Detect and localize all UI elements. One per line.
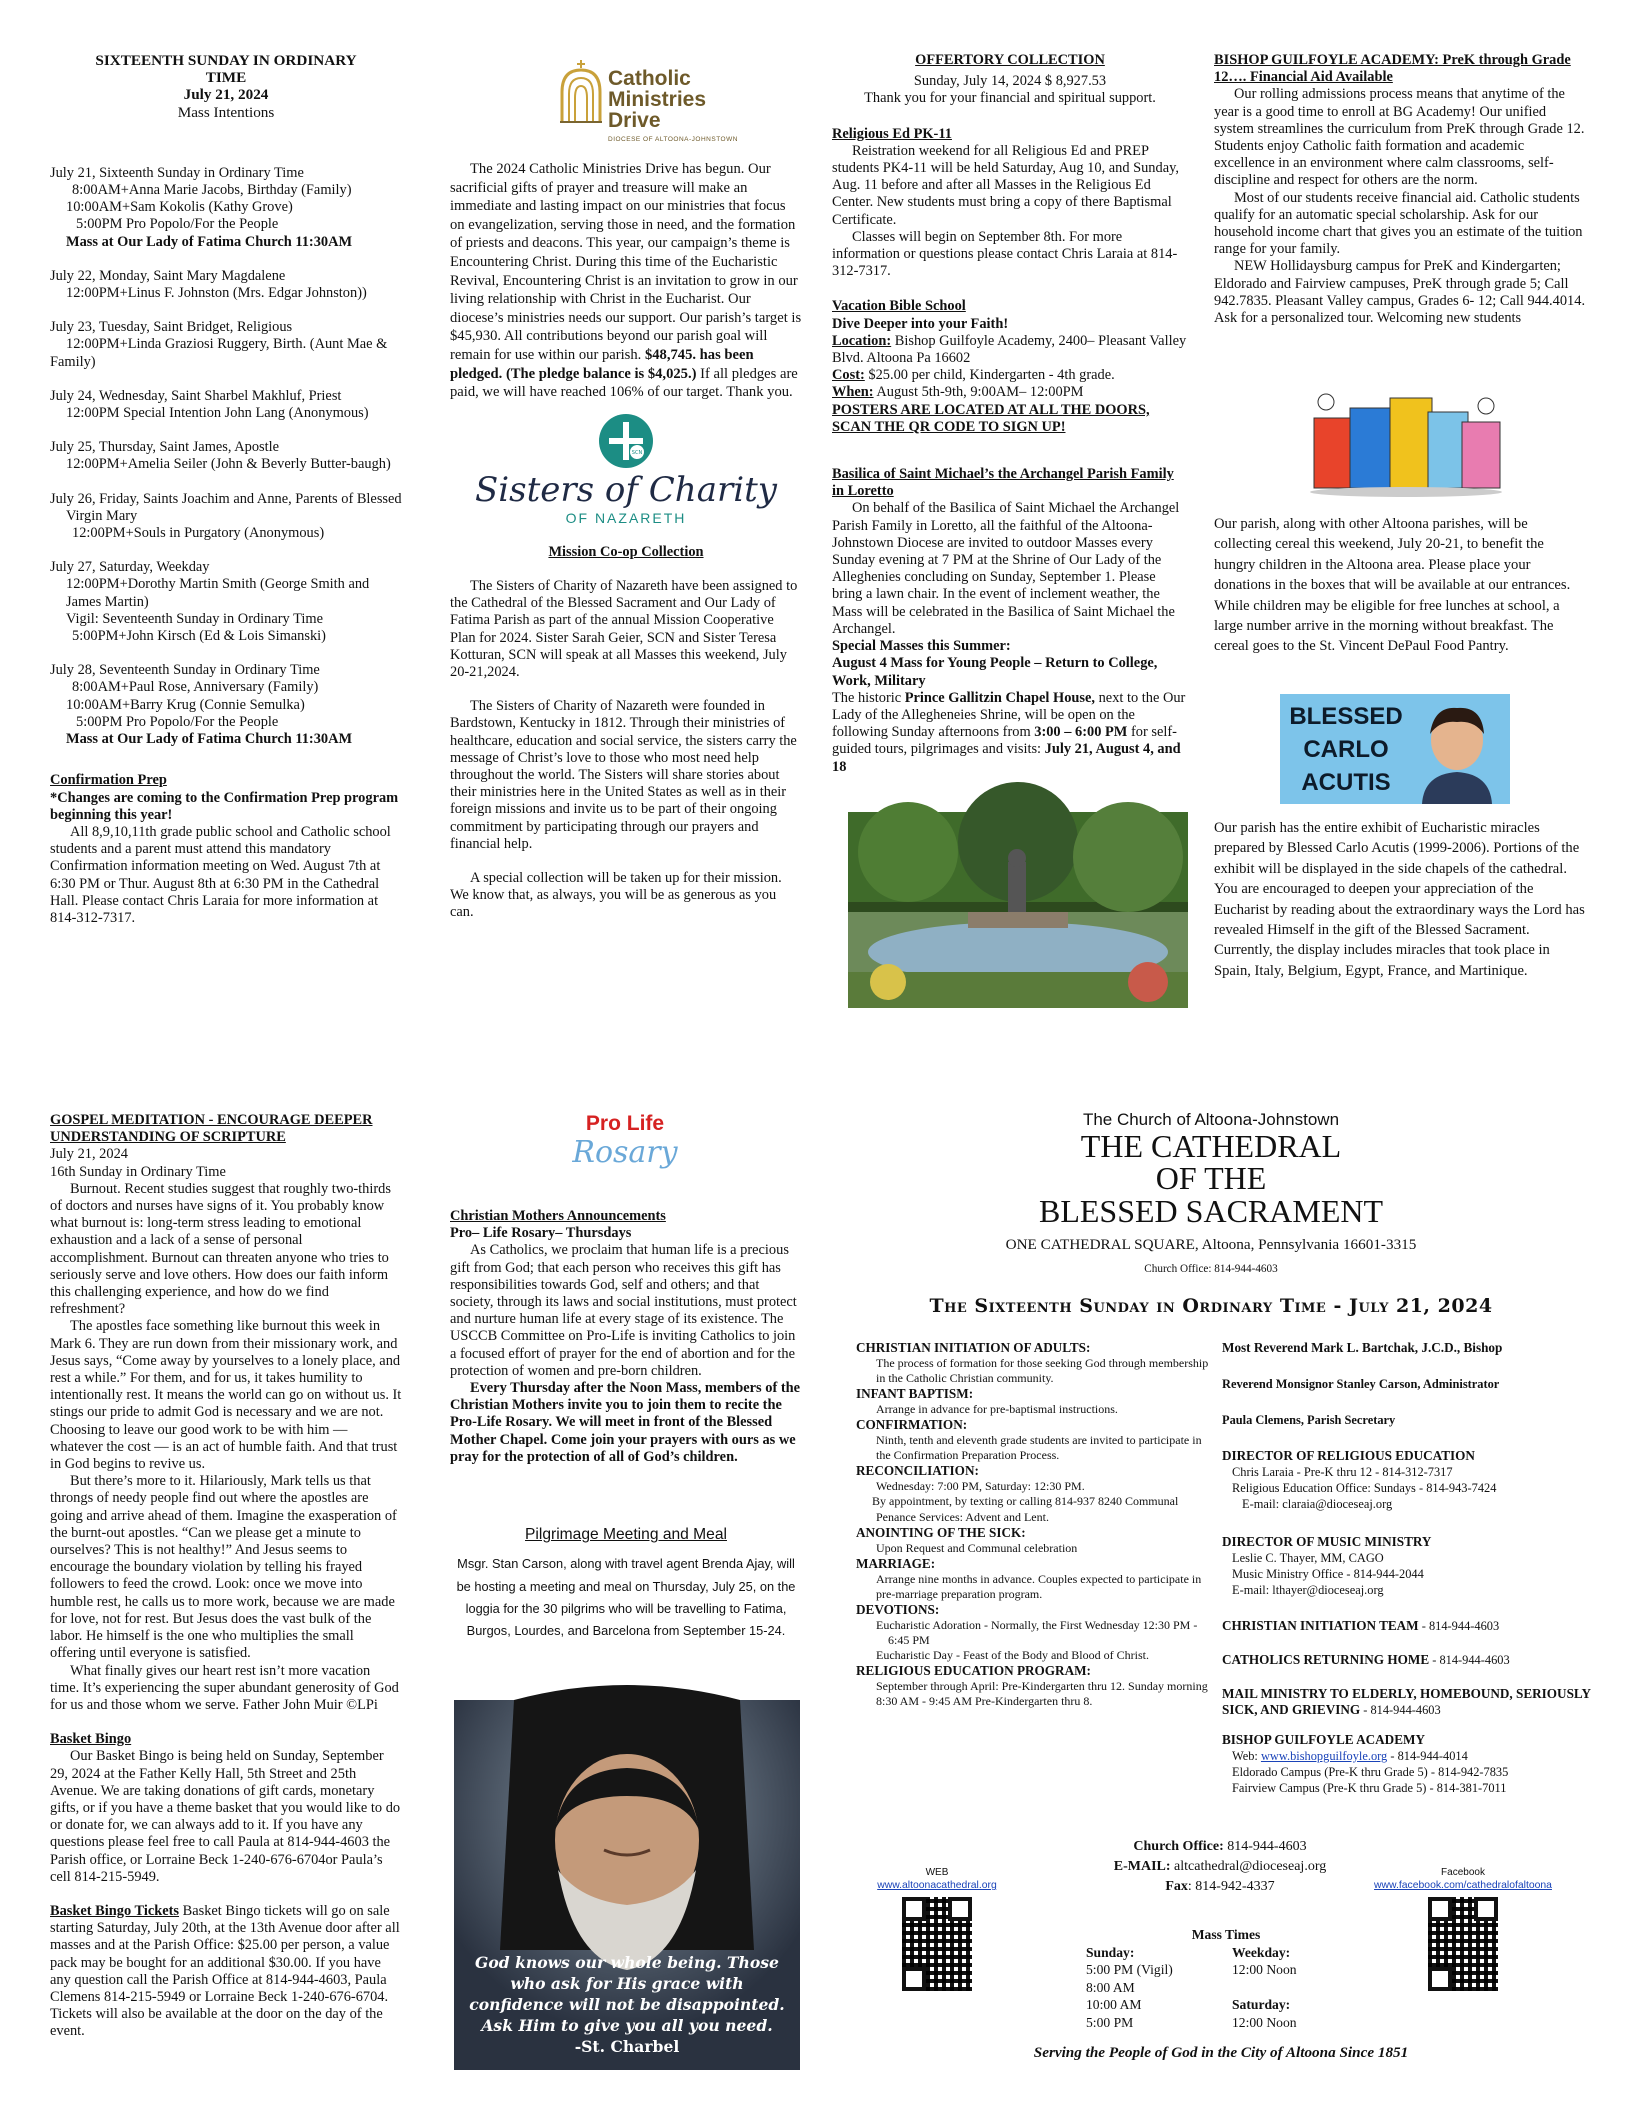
religious-ed-p2: Classes will begin on September 8th. For more information or questions please contact Chris Laraia at 814-312-7317. [832,228,1178,280]
bingo-heading: Basket Bingo [50,1731,132,1748]
contact-email-label: E-MAIL: [1113,1859,1171,1874]
cmd-logo [554,52,802,143]
sacrament-label: RECONCILIATION: [856,1463,979,1479]
bingo-tickets-heading: Basket Bingo Tickets [50,1902,180,1919]
crh-line [1222,1652,1592,1668]
vbs-when [832,384,1188,401]
bga-web-phone: - 814-944-4014 [1387,1749,1468,1763]
gospel-column [50,1112,402,2072]
intention-day-title: July 25, Thursday, Saint James, Apostle [50,439,280,456]
secretary-line: Paula Clemens, Parish Secretary [1222,1413,1396,1427]
gospel-p4: What finally gives our heart rest isn’t more vacation time. It’s experiencing the super abundant generosity of God for us and those whom we serve. Father John Muir ©LPi [50,1662,399,1713]
sacrament-label: CHRISTIAN INITIATION OF ADULTS: [856,1340,1091,1355]
charbel-quote-line1: God knows our whole being. Those [475,1953,779,1972]
sacrament-detail: Wednesday: 7:00 PM, Saturday: 12:30 PM. [876,1479,1085,1494]
bga-p3: NEW Hollidaysburg campus for PreK and Kindergarten; Eldorado and Fairview campuses, PreK through grade 5; Call 942.7835. Pleasant Valley campus, Grades 6- 12; Call 944.4014. Ask for a personalized tour. Welcoming new students [1214,258,1586,327]
sacrament-detail: The process of formation for those seeking God through membership in the Catholic Christian community. [876,1355,1209,1385]
offertory-thanks: Thank you for your financial and spiritual support. [864,90,1156,107]
vbs-posters: POSTERS ARE LOCATED AT ALL THE DOORS, SCAN THE QR CODE TO SIGN UP! [832,401,1150,435]
vbs-when-label: When: [832,384,874,401]
saturday-time: 12:00 Noon [1232,2014,1297,2030]
mail-title: MAIL MINISTRY TO ELDERLY, HOMEBOUND, SERIOUSLY SICK, AND GRIEVING [1222,1686,1591,1717]
carlo-p1: Our parish has the entire exhibit of Eucharistic miracles prepared by Blessed Carlo Acutis (1999-2006). Portions of the exhibit will be displayed in the side chapels of the cathedral. You are encouraged to deepen your appreciation of the Eucharist by reading about the extraordinary ways the Lord has revealed Himself in the gift of the Blessed Sacrament. [1214,820,1585,939]
mission-coop-heading: Mission Co-op Collection [548,543,704,560]
basilica-p2-c: next to the Our Lady of the Allegheneies Shrine, will be open on the following Sunday afternoons from [832,689,1186,741]
masthead [840,1110,1582,1316]
intention-day-title: July 23, Tuesday, Saint Bridget, Religious [50,319,293,336]
sacrament-detail: Arrange in advance for pre-baptismal instructions. [876,1402,1118,1416]
facebook-qr-block [1358,1866,1568,1991]
bingo-body: Our Basket Bingo is being held on Sunday, September 29, 2024 at the Father Kelly Hall, 5th Street and 25th Avenue. We are taking donations of gift cards, monetary gifts, or if you have a theme basket that you would like to do or donate for, we can always add to it. If you have any questions please feel free to call Paula at 814-944-4603 the Parish office, or Lorraine Beck 1-240-676-6704or Paula’s cell 814-215-5949. [50,1748,401,1885]
gospel-heading: GOSPEL MEDITATION - ENCOURAGE DEEPER UNDERSTANDING OF SCRIPTURE [50,1112,373,1146]
facebook-qr-corner [1428,1967,1452,1991]
prolife-rosary-logo [560,1112,690,1170]
intention-day-title: July 27, Saturday, Weekday [50,559,210,576]
cmd-tail: If all pledges are paid, we will have reached 106% of our target. Thank you. [450,365,798,401]
cmd-logo-sub: DIOCESE OF ALTOONA-JOHNSTOWN [608,136,738,143]
basilica-p2-e: for self-guided tours, pilgrimages and visits: [832,724,1177,758]
charbel-quote-line4: Ask Him to give you all you need. [481,2016,773,2035]
carlo-text-column [1214,818,1586,1018]
gospel-sub: 16th Sunday in Ordinary Time [50,1163,226,1180]
sunday-time: 5:00 PM (Vigil) [1086,1962,1173,1978]
sisters-p2: The Sisters of Charity of Nazareth were founded in Bardstown, Kentucky in 1812. Through their ministries of healthcare, education and social service, the sisters carry the message of Christ’s love to those who most need help throughout the world. The Sisters will share stories about their ministries here in the United States as well as in their foreign missions and invite us to be part of their ongoing commitment by participating through our prayers and financial help. [450,698,797,852]
sacrament-detail: September through April: Pre-Kindergarten thru 12. Sunday morning 8:30 AM - 9:45 AM Pre-Kindergarten thru 8. [876,1679,1208,1709]
christian-mothers-heading: Christian Mothers Announcements [450,1208,666,1224]
religious-ed-p1: Reistration weekend for all Religious Ed and PREP students PK4-11 will be held Saturday, Aug 10, and Sunday, Aug. 11 before and after all Masses in the Religious Ed Center. New students must bring a copy of there Baptismal Certificate. [832,142,1179,228]
sacrament-detail: Upon Request and Communal celebration [876,1540,1078,1555]
vbs-heading: Vacation Bible School [832,298,966,315]
offertory-amount: Sunday, July 14, 2024 $ 8,927.53 [913,73,1107,90]
facebook-link[interactable]: www.facebook.com/cathedralofaltoona [1374,1880,1552,1891]
cmd-body-text: The 2024 Catholic Ministries Drive has begun. Our sacrificial gifts of prayer and treasure will make an immediate and lasting impact on our ministries that focus on evangelization, serving those in need, and the formation of priests and deacons. This year, our campaign’s theme is Encountering Christ. During this time of the Eucharistic Revival, Encountering Christ is an invitation to grow in our living relationship with Christ in the Eucharist. Our diocese’s ministries needs our support. Our parish’s target is $45,930. All contributions beyond our parish goal will remain for use within our parish. [450,161,802,363]
shrine-garden-photo [848,812,1188,1008]
web-qr-block [862,1866,1012,1991]
pilgrimage-heading: Pilgrimage Meeting and Meal [525,1526,727,1543]
dmm-line: Leslie C. Thayer, MM, CAGO [1232,1551,1384,1565]
carlo-portrait [1412,700,1502,804]
charbel-quote-line3: confidence will not be disappointed. [469,1995,785,2014]
sacrament-label: RELIGIOUS EDUCATION PROGRAM: [856,1663,1091,1679]
sacrament-detail: Arrange nine months in advance. Couples expected to participate in pre-marriage preparation program. [876,1571,1202,1601]
prolife-p2: Every Thursday after the Noon Mass, members of the Christian Mothers invite you to join them to recite the Pro-Life Rosary. We will meet in front of the Blessed Mother Chapel. Come join your prayers with ours as we pray for the protection of all of God’s children. [450,1380,801,1465]
basilica-special: Special Masses this Summer: [832,638,1011,655]
intention-day [50,439,402,473]
intention-line: 12:00PM+Dorothy Martin Smith (George Smith and James Martin) [66,576,370,610]
intention-day-title: July 24, Wednesday, Saint Sharbel Makhluf, Priest [50,387,342,404]
facebook-qr-pattern [1428,1897,1498,1991]
basilica-hours: 3:00 – 6:00 PM [1034,724,1128,741]
gospel-p3: But there’s more to it. Hilariously, Mark tells us that throngs of needy people find out where the apostles are going and arrive ahead of them. Imagine the exasperation of the burnt-out apostles. “Can we please get a minute to ourselves? This is not healthy!” And Jesus seems to encourage the boundary violation by telling his frayed followers to feed the crowd. Look: once we move into humble rest, he calls us to more work, because we are made for love, not for rest. But Jesus does the vast bulk of the labor. He himself is the one who multiplies the small offering until everyone is satisfied. [50,1473,397,1662]
contact-fax-value: : 814-942-4337 [1187,1879,1275,1894]
mass-intentions-title-2: TIME [205,69,247,87]
facebook-qr-code[interactable] [1428,1897,1498,1991]
dmm-title: DIRECTOR OF MUSIC MINISTRY [1222,1534,1432,1549]
cereal-text-column [1214,514,1586,674]
dre-email: E-mail: claraia@dioceseaj.org [1242,1497,1393,1511]
confirmation-body: All 8,9,10,11th grade public school and Catholic school students and a parent must attend this mandatory Confirmation information meeting on Wed. August 7th at 6:30 PM or Thur. August 8th at 6:30 PM in the Cathedral Hall. Please contact Chris Laraia for more information at 814-312-7317. [50,823,391,926]
intention-line: 12:00PM+Linus F. Johnston (Mrs. Edgar Johnston)) [66,285,367,302]
intention-line: 12:00PM+Amelia Seiler (John & Beverly Butter-baugh) [66,456,391,473]
intention-bold-line: Mass at Our Lady of Fatima Church 11:30AM [66,233,353,250]
gospel-date: July 21, 2024 [50,1146,128,1163]
vbs-tagline: Dive Deeper into your Faith! [832,315,1009,332]
cereal-boxes-illustration [1306,388,1506,498]
dre-line: Religious Education Office: Sundays - 814-943-7424 [1232,1481,1497,1495]
intention-line: 10:00AM+Barry Krug (Connie Semulka) [66,696,305,713]
intention-day-title: July 21, Sixteenth Sunday in Ordinary Time [50,164,304,181]
cmd-logo-line2: Ministries [608,88,707,111]
intention-line: 8:00AM+Anna Marie Jacobs, Birthday (Family) [72,182,352,199]
staff-column [1222,1340,1592,1795]
basilica-p2 [832,690,1188,776]
contact-email [1040,1857,1400,1877]
contact-block [1040,1837,1400,1897]
sacrament-block [856,1417,1218,1463]
pilgrimage-body: Msgr. Stan Carson, along with travel agent Brenda Ajay, will be hosting a meeting and meal on Thursday, July 25, on the loggia for the 30 pilgrims who will be travelling to Fatima, Burgos, Lourdes, and Barcelona from September 15-24. [456,1556,796,1639]
gospel-p2: The apostles face something like burnout this week in Mark 6. They are run down from their missionary work, and Jesus says, “Come away by yourselves to a lonely place, and rest a while.” For them, and for us, it takes humility to intentionally rest. It means the world can go on without us. It stings our pride to admit God is necessary and we are not. Choosing to leave our good work to be with him — whatever the cost — is an act of humble faith. And that trust in God begins to revive us. [50,1318,402,1473]
confirmation-heading: Confirmation Prep [50,772,167,789]
weekday-time: 12:00 Noon [1232,1962,1297,1978]
bga-web-line [1222,1748,1592,1764]
intention-line: 12:00PM+Linda Graziosi Ruggery, Birth. (Aunt Mae & Family) [50,336,388,370]
intention-day [50,165,402,251]
cmd-column [450,52,802,1052]
bingo-tickets-body: Basket Bingo tickets will go on sale starting Saturday, July 20th, at the 13th Avenue door after all masses and at the Parish Office: $25.00 per person, a value pack may be bought for an additional $30.00. If you have any question call the Parish Office at 814-944-4603, Paula Clemens 814-215-5949 or Lorraine Beck 1-240-676-6704. Tickets will also be available at the door on the day of the event. [50,1902,400,2040]
intention-day [50,388,402,422]
sacrament-block [856,1556,1218,1602]
sacrament-label: CONFIRMATION: [856,1417,968,1433]
mass-intentions-column [50,52,402,1052]
intention-line: 12:00PM Special Intention John Lang (Anonymous) [66,405,369,422]
masthead-of-the: OF THE [1155,1160,1267,1196]
st-charbel-image [454,1700,800,2070]
sacrament-label: INFANT BAPTISM: [856,1386,974,1402]
basilica-p2-a: The historic [832,689,905,706]
cit-line [1222,1618,1592,1634]
bga-p1: Our rolling admissions process means that anytime of the year is a good time to enroll at BG Academy! Our unified system streamlines the curriculum from PreK through Grade 12. Students enjoy Catholic faith formation and academic excellence in an environment where calm classrooms, self-discipline and respect for others are the norm. [1214,86,1585,189]
sacrament-block [856,1663,1218,1709]
sacrament-label: ANOINTING OF THE SICK: [856,1524,1026,1540]
bga-p2: Most of our students receive financial aid. Catholic students qualify for an automatic special scholarship. Ask for our household income chart that gives you an estimate of the tuition range for your family. [1214,189,1583,258]
dmm-email: E-mail: lthayer@dioceseaj.org [1232,1583,1384,1597]
basilica-aug4: August 4 Mass for Young People – Return to College, Work, Military [832,655,1158,689]
intention-day [50,662,402,748]
cross-emblem-icon [597,412,655,470]
carlo-banner-line2: CARLO [1303,736,1389,763]
sisters-p1: The Sisters of Charity of Nazareth have been assigned to the Cathedral of the Blessed Sacrament and Our Lady of Fatima Parish as part of the annual Mission Cooperative Plan for 2024. Sister Sarah Geier, SCN and Sister Teresa Kotturan, SCN will speak at all Masses this weekend, July 20-21,2024. [450,577,798,680]
mail-phone: - 814-944-4603 [1360,1703,1441,1717]
intention-day [50,319,402,371]
mass-intentions-subtitle: Mass Intentions [177,103,275,121]
scn-badge-text: SCN [631,449,643,456]
carlo-banner-line3: ACUTIS [1301,769,1391,796]
vbs-cost-label: Cost: [832,367,865,384]
prolife-p1: As Catholics, we proclaim that human life is a precious gift from God; that each person who receives this gift has responsibilities towards God, self and others; and that society, through its laws and social institutions, must protect and nurture human life at every stage of its existence. The USCCB Committee on Pro-Life is inviting Catholics to join a focused effort of prayer for the end of abortion and for the protection of women and pre-born children. [450,1242,797,1379]
vbs-location-value: Bishop Guilfoyle Academy, 2400– Pleasant Valley Blvd. Altoona Pa 16602 [832,332,1187,367]
masthead-banner: The Sixteenth Sunday in Ordinary Time - July 21, 2024 [929,1295,1493,1318]
christian-mothers-column [450,1208,802,1538]
sacrament-block [856,1340,1218,1386]
mail-line [1222,1686,1592,1718]
intention-line: 5:00PM Pro Popolo/For the People [76,713,279,730]
dre-line: Chris Laraia - Pre-K thru 12 - 814-312-7317 [1232,1465,1453,1479]
sacrament-detail: By appointment, by texting or calling 814-937 8240 Communal Penance Services: Advent and Lent. [872,1494,1179,1524]
sunday-time: 10:00 AM [1086,1997,1142,2013]
masthead-office: Church Office: 814-944-4603 [1144,1263,1278,1276]
vbs-cost [832,367,1188,384]
dre-title: DIRECTOR OF RELIGIOUS EDUCATION [1222,1448,1475,1463]
offertory-heading: OFFERTORY COLLECTION [915,52,1105,68]
contact-fax-label: Fax [1165,1879,1188,1894]
sacrament-label: MARRIAGE: [856,1555,936,1571]
charbel-attribution: -St. Charbel [574,2037,680,2056]
cmd-pledged: $48,745. has been pledged. (The pledge balance is $4,025.) [450,346,754,382]
contact-email-value: altcathedral@dioceseaj.org [1170,1859,1327,1874]
cmd-body [450,160,802,402]
sacrament-block [856,1463,1218,1524]
bingo-tickets [50,1903,402,2041]
intention-day-title: July 26, Friday, Saints Joachim and Anne, Parents of Blessed Virgin Mary [50,490,402,524]
cereal-body: Our parish, along with other Altoona parishes, will be collecting cereal this weekend, July 20-21, to benefit the hungry children in the Altoona area. Please place your donations in the boxes that will be available at our entrances. While children may be eligible for free lunches at school, a large number arrive in the morning without breakfast. The cereal goes to the St. Vincent DePaul Food Pantry. [1214,516,1571,655]
vbs-location-label: Location: [832,332,892,349]
basilica-chapel-house: Prince Gallitzin Chapel House, [904,689,1096,706]
cmd-logo-line1: Catholic [608,67,691,90]
prolife-logo-line2: Rosary [572,1135,678,1170]
crh-phone: - 814-944-4603 [1429,1653,1510,1667]
masthead-diocese: The Church of Altoona-Johnstown [1082,1110,1340,1129]
sacrament-block [856,1386,1218,1417]
charbel-quote-line2: who ask for His grace with [510,1974,744,1993]
saturday-label: Saturday: [1232,1997,1291,2013]
mass-intentions-title: SIXTEENTH SUNDAY IN ORDINARY [95,52,357,69]
bga-campus-line: Fairview Campus (Pre-K thru Grade 5) - 814-381-7011 [1232,1781,1507,1795]
carlo-banner-line1: BLESSED [1289,703,1403,730]
carlo-acutis-banner [1280,694,1510,804]
intention-line: 8:00AM+Paul Rose, Anniversary (Family) [72,679,319,696]
sacrament-detail: Eucharistic Day - Feast of the Body and Blood of Christ. [876,1648,1149,1663]
sunday-time: 8:00 AM [1086,1979,1135,1995]
pilgrimage-column [452,1526,800,1686]
web-qr-pattern [902,1897,972,1991]
basilica-dates: July 21, August 4, and 18 [832,741,1181,775]
sacrament-block [856,1525,1218,1556]
confirmation-bold: *Changes are coming to the Confirmation Prep program beginning this year! [50,789,399,823]
cit-title: CHRISTIAN INITIATION TEAM [1222,1618,1419,1633]
intention-day [50,559,402,645]
sisters-logo [450,412,802,532]
dmm-line: Music Ministry Office - 814-944-2044 [1232,1567,1424,1581]
sacrament-detail: Eucharistic Adoration - Normally, the First Wednesday 12:30 PM - 6:45 PM [876,1617,1198,1648]
contact-office [1040,1837,1400,1857]
sunday-time: 5:00 PM [1086,2014,1134,2030]
web-qr-corner [902,1967,926,1991]
contact-office-value: 814-944-4603 [1223,1839,1307,1854]
sisters-logo-text: Sisters of Charity [475,469,777,510]
bga-campus-line: Eldorado Campus (Pre-K thru Grade 5) - 814-942-7835 [1232,1765,1509,1779]
vbs-location [832,333,1188,367]
bishop-line: Most Reverend Mark L. Bartchak, J.C.D., Bishop [1222,1340,1503,1355]
masthead-address: ONE CATHEDRAL SQUARE, Altoona, Pennsylvania 16601-3315 [1005,1236,1417,1253]
administrator-line: Reverend Monsignor Stanley Carson, Administrator [1222,1377,1500,1391]
mass-times [1086,1926,1366,2044]
intention-day-title: July 28, Seventeenth Sunday in Ordinary Time [50,662,320,679]
intention-day [50,491,402,543]
facebook-label: Facebook [1441,1867,1485,1878]
intention-day-title: July 22, Monday, Saint Mary Magdalene [50,267,286,284]
cmd-logo-line3: Drive [608,109,661,132]
basilica-heading: Basilica of Saint Michael’s the Archangel Parish Family in Loretto [832,466,1174,500]
bga-web-label: Web: [1232,1749,1261,1763]
intention-line: 12:00PM+Souls in Purgatory (Anonymous) [72,525,325,542]
bulletin-footer: Serving the People of God in the City of Altoona Since 1851 [1033,2044,1409,2061]
web-link[interactable]: www.altoonacathedral.org [877,1880,997,1891]
intention-line: Vigil: Seventeenth Sunday in Ordinary Time [66,610,323,627]
mass-intentions-list [50,165,402,748]
bga-web-link[interactable]: www.bishopguilfoyle.org [1260,1749,1388,1763]
contact-office-label: Church Office: [1133,1839,1224,1854]
cit-phone: - 814-944-4603 [1418,1619,1500,1633]
basilica-p1: On behalf of the Basilica of Saint Michael the Archangel Parish Family in Loretto, all the faithful of the Altoona-Johnstown Diocese are invited to outdoor Masses every Sunday evening at 7 PM at the Shrine of Our Lady of the Alleghenies concluding on Sunday, September 1. Please bring a lawn chair. In the event of inclement weather, the Mass will be celebrated in the Basilica of Saint Michael the Archangel. [832,500,1180,637]
web-qr-code[interactable] [902,1897,972,1991]
sunday-label: Sunday: [1086,1944,1135,1960]
sacraments-column [856,1340,1218,1790]
gospel-p1: Burnout. Recent studies suggest that roughly two-thirds of doctors and nurses have signs of it. You probably know what burnout is: long-term stress leading to emotional exhaustion and a lack of a sense of personal accomplishment. Burnout can threaten anyone who tries to seriously serve and love others. How does our faith inform this challenging experience, and how do we find refreshment? [50,1180,391,1318]
intention-line: 10:00AM+Sam Kokolis (Kathy Grove) [66,199,293,216]
prolife-logo-line1: Pro Life [585,1112,665,1135]
sacrament-block [856,1602,1218,1663]
masthead-blessed-sacrament: BLESSED SACRAMENT [1038,1193,1384,1229]
vbs-cost-value: $25.00 per child, Kindergarten - 4th grade. [868,367,1115,384]
sacrament-label: DEVOTIONS: [856,1602,940,1618]
contact-fax [1040,1877,1400,1897]
crh-title: CATHOLICS RETURNING HOME [1222,1652,1430,1667]
web-label: WEB [925,1867,949,1878]
mass-intentions-date: July 21, 2024 [183,86,269,104]
mass-times-title: Mass Times [1191,1927,1261,1942]
intention-bold-line: Mass at Our Lady of Fatima Church 11:30AM [66,731,353,748]
bga-heading: BISHOP GUILFOYLE ACADEMY: PreK through Grade 12…. Financial Aid Available [1214,52,1571,86]
sisters-p3: A special collection will be taken up for their mission. We know that, as always, you will be as generous as you can. [450,869,782,921]
weekday-label: Weekday: [1232,1944,1291,1960]
prolife-sub: Pro– Life Rosary– Thursdays [450,1225,632,1242]
sisters-logo-sub: OF NAZARETH [565,509,687,526]
bga-contact-title: BISHOP GUILFOYLE ACADEMY [1222,1732,1425,1747]
masthead-cathedral: THE CATHEDRAL [1080,1128,1342,1164]
carlo-p2: Currently, the display includes miracles that took place in Spain, Italy, Belgium, Egypt, France, and Martinique. [1214,942,1550,979]
religious-ed-heading: Religious Ed PK-11 [832,125,952,142]
vbs-when-value: August 5th-9th, 9:00AM– 12:00PM [876,384,1084,401]
intention-day [50,268,402,302]
intention-line: 5:00PM Pro Popolo/For the People [76,216,279,233]
sacrament-detail: Ninth, tenth and eleventh grade students are invited to participate in the Confirmation Preparation Process. [876,1433,1202,1463]
intention-line: 5:00PM+John Kirsch (Ed & Lois Simanski) [72,628,326,645]
cathedral-arch-icon [558,58,604,124]
